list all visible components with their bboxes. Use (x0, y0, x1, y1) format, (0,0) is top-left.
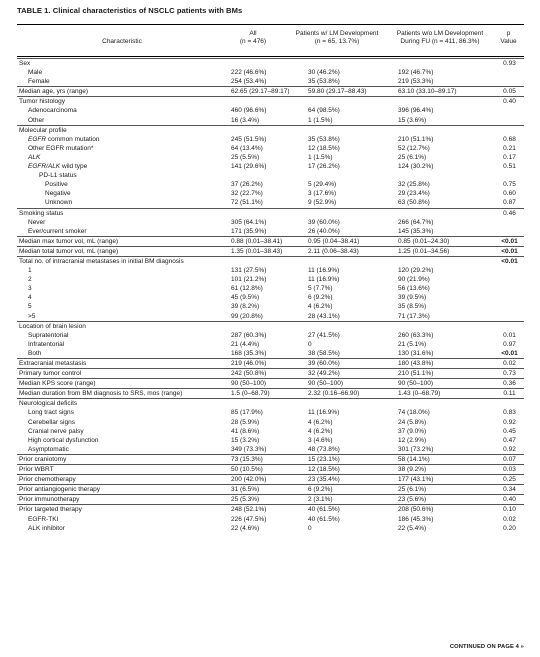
cell-characteristic: Tumor histology (19, 98, 65, 106)
cell-lm: 30 (46.2%) (308, 69, 340, 77)
cell-p-value: 0.20 (503, 524, 516, 532)
cell-lm: 0.95 (0.04–38.41) (308, 237, 360, 245)
cell-lm: 2.32 (0.16–66.90) (308, 390, 360, 398)
cell-characteristic: 2 (28, 276, 32, 284)
table-row (17, 358, 524, 368)
cell-lm: 59.80 (29.17–88.43) (308, 88, 367, 96)
cell-lm: 26 (40.0%) (308, 227, 340, 235)
cell-p-value: 0.97 (503, 340, 516, 348)
cell-characteristic: Other EGFR mutation* (28, 144, 94, 152)
cell-all: 41 (8.6%) (231, 427, 260, 435)
cell-characteristic: Molecular profile (19, 126, 67, 134)
cell-lm: 17 (26.2%) (308, 163, 340, 171)
cell-characteristic: 4 (28, 294, 32, 302)
cell-lm: 40 (61.5%) (308, 506, 340, 514)
cell-all: 62.65 (29.17–89.17) (231, 88, 290, 96)
cell-p-value: 0.92 (503, 418, 516, 426)
cell-lm: 35 (53.8%) (308, 78, 340, 86)
cell-p-value: 0.93 (503, 60, 516, 67)
table-row (17, 302, 524, 311)
cell-characteristic: Median total tumor vol, mL (range) (19, 247, 119, 255)
cell-p-value: 0.73 (503, 370, 516, 378)
cell-characteristic: EGFR/ALK wild type (28, 163, 88, 171)
table-row (17, 86, 524, 96)
cell-characteristic: Adenocarcinoma (28, 107, 77, 115)
cell-all: 72 (51.1%) (231, 199, 263, 207)
cell-no-lm: 145 (35.3%) (398, 227, 434, 235)
cell-all: 39 (8.2%) (231, 303, 260, 311)
cell-all: 254 (53.4%) (231, 78, 267, 86)
cell-characteristic: Long tract signs (28, 409, 74, 417)
table-row (17, 236, 524, 246)
cell-p-value: 0.68 (503, 135, 516, 143)
table-row (17, 321, 524, 331)
cell-no-lm: 25 (6.1%) (398, 486, 427, 494)
cell-lm: 28 (43.1%) (308, 312, 340, 320)
cell-characteristic (28, 153, 40, 162)
cell-lm: 1 (1.5%) (308, 116, 333, 124)
cell-no-lm: 90 (50–100) (398, 380, 434, 388)
cell-lm: 39 (60.0%) (308, 218, 340, 226)
table-row (17, 246, 524, 256)
header-characteristic: Characteristic (102, 38, 142, 45)
table-row (17, 445, 524, 454)
table-row (17, 171, 524, 180)
cell-no-lm: 52 (12.7%) (398, 144, 430, 152)
cell-all: 73 (15.3%) (231, 455, 263, 463)
cell-no-lm: 71 (17.3%) (398, 312, 430, 320)
cell-characteristic: 1 (28, 267, 32, 275)
cell-p-value: 0.25 (503, 476, 516, 484)
cell-lm: 2.11 (0.06–38.43) (308, 247, 359, 255)
cell-lm: 15 (23.1%) (308, 455, 340, 463)
cell-p-value: 0.51 (503, 163, 516, 171)
cell-all: 141 (29.6%) (231, 163, 267, 171)
cell-characteristic: Median max tumor vol, mL (range) (19, 237, 119, 245)
cell-all: 85 (17.9%) (231, 409, 263, 417)
cell-no-lm: 208 (50.6%) (398, 506, 434, 514)
continued-note: CONTINUED ON PAGE 4 » (449, 644, 524, 650)
table-top-rule (17, 24, 524, 25)
cell-all: 171 (35.9%) (231, 227, 267, 235)
cell-no-lm: 210 (51.1%) (398, 370, 434, 378)
cell-characteristic: Both (28, 349, 42, 357)
cell-lm: 6 (9.2%) (308, 294, 333, 302)
table-row (17, 427, 524, 436)
cell-lm: 11 (16.9%) (308, 276, 340, 284)
cell-all: 349 (73.3%) (231, 445, 267, 453)
cell-characteristic: Median KPS score (range) (19, 380, 96, 388)
cell-p-value: 0.83 (503, 409, 516, 417)
cell-no-lm: 74 (18.0%) (398, 409, 430, 417)
cell-all: 15 (3.2%) (231, 436, 260, 444)
cell-p-value: 0.45 (503, 427, 516, 435)
cell-lm: 64 (98.5%) (308, 107, 340, 115)
cell-all: 219 (46.0%) (231, 360, 267, 367)
cell-no-lm: 15 (3.6%) (398, 116, 427, 124)
table-row (17, 524, 524, 533)
cell-all: 21 (4.4%) (231, 340, 260, 348)
cell-p-value: <0.01 (501, 349, 518, 357)
table-row (17, 464, 524, 474)
cell-characteristic: Cranial nerve palsy (28, 427, 84, 435)
cell-no-lm: 396 (96.4%) (398, 107, 434, 115)
cell-characteristic: Median duration from BM diagnosis to SRS, mos (range) (19, 390, 183, 398)
table-row (17, 153, 524, 162)
cell-all: 168 (35.3%) (231, 349, 267, 357)
cell-characteristic: Cerebellar signs (28, 418, 75, 426)
cell-characteristic: Prior chemotherapy (19, 476, 76, 484)
cell-no-lm: 32 (25.8%) (398, 181, 430, 189)
cell-no-lm: 130 (31.6%) (398, 349, 434, 357)
cell-p-value: 0.87 (503, 199, 516, 207)
cell-p-value: 0.07 (503, 455, 516, 463)
cell-p-value: 0.40 (503, 496, 516, 504)
table-row (17, 180, 524, 189)
cell-no-lm: 56 (13.6%) (398, 285, 430, 293)
cell-all: 305 (64.1%) (231, 218, 267, 226)
table-row (17, 368, 524, 378)
cell-p-value: 0.10 (503, 506, 516, 514)
cell-p-value: <0.01 (501, 257, 518, 265)
cell-no-lm: 38 (9.2%) (398, 466, 427, 474)
cell-no-lm: 90 (21.9%) (398, 276, 430, 284)
cell-characteristic: Median age, yrs (range) (19, 88, 89, 96)
table-row (17, 189, 524, 198)
cell-characteristic: Unknown (45, 199, 73, 207)
cell-lm: 23 (35.4%) (308, 476, 340, 484)
cell-lm: 0 (308, 340, 312, 348)
cell-p-value: 0.60 (503, 190, 516, 198)
cell-all: 16 (3.4%) (231, 116, 260, 124)
cell-no-lm: 180 (43.8%) (398, 360, 434, 367)
cell-p-value: 0.01 (503, 331, 516, 339)
cell-characteristic: Never (28, 218, 46, 226)
table-row (17, 388, 524, 398)
cell-no-lm: 12 (2.9%) (398, 436, 427, 444)
table-row (17, 515, 524, 524)
cell-characteristic: Positive (45, 181, 68, 189)
cell-p-value: 0.36 (503, 380, 516, 388)
header-p-value: p Value (500, 30, 517, 45)
table-row (17, 436, 524, 445)
cell-characteristic: Other (28, 116, 45, 124)
cell-p-value: <0.01 (501, 247, 518, 255)
cell-lm: 38 (58.5%) (308, 349, 340, 357)
cell-no-lm: 25 (6.1%) (398, 153, 427, 161)
cell-characteristic: Male (28, 69, 43, 77)
table-row (17, 116, 524, 125)
cell-lm: 48 (73.8%) (308, 445, 340, 453)
cell-all: 0.88 (0.01–38.41) (231, 237, 283, 245)
cell-lm: 4 (6.2%) (308, 418, 333, 426)
table-row (17, 208, 524, 218)
table-row (17, 125, 524, 135)
table-row (17, 504, 524, 514)
cell-p-value: 0.02 (503, 360, 516, 367)
table-row (17, 275, 524, 284)
cell-characteristic: Female (28, 78, 50, 86)
cell-p-value: 0.17 (503, 153, 516, 161)
table-row (17, 68, 524, 77)
cell-lm: 5 (7.7%) (308, 285, 333, 293)
cell-characteristic: Prior WBRT (19, 466, 54, 474)
cell-characteristic: ALK inhibitor (28, 524, 65, 532)
table-row (17, 349, 524, 358)
cell-all: 37 (26.2%) (231, 181, 263, 189)
cell-characteristic: Total no. of intracranial metastases in initial BM diagnosis (19, 257, 184, 265)
cell-no-lm: 0.85 (0.01–24.30) (398, 237, 450, 245)
table-row (17, 58, 524, 68)
table-row (17, 144, 524, 153)
cell-no-lm: 1.25 (0.01–34.56) (398, 247, 450, 255)
cell-lm: 6 (9.2%) (308, 486, 333, 494)
cell-lm: 40 (61.5%) (308, 515, 340, 523)
cell-no-lm: 1.43 (0–68.79) (398, 390, 441, 398)
table-row (17, 96, 524, 106)
table-row (17, 293, 524, 302)
cell-characteristic: Ever/current smoker (28, 227, 87, 235)
cell-all: 90 (50–100) (231, 380, 267, 388)
cell-no-lm: 260 (63.3%) (398, 331, 434, 339)
cell-lm: 5 (29.4%) (308, 181, 337, 189)
cell-all: 32 (22.7%) (231, 190, 263, 198)
table-header (17, 30, 524, 54)
table-row (17, 398, 524, 408)
table-row (17, 494, 524, 504)
table-row (17, 408, 524, 417)
cell-lm: 2 (3.1%) (308, 496, 333, 504)
cell-all: 200 (42.0%) (231, 476, 267, 484)
cell-characteristic: Supratentorial (28, 331, 69, 339)
cell-characteristic: Prior antiangiogenic therapy (19, 486, 100, 494)
cell-no-lm: 219 (53.3%) (398, 78, 434, 86)
cell-characteristic: EGFR common mutation (28, 135, 100, 143)
cell-no-lm: 186 (45.3%) (398, 515, 434, 523)
cell-characteristic: Location of brain lesion (19, 322, 86, 330)
table-row (17, 312, 524, 321)
cell-no-lm: 210 (51.1%) (398, 135, 434, 143)
cell-p-value: 0.46 (503, 209, 516, 217)
cell-p-value: 0.05 (503, 88, 516, 96)
table-row (17, 218, 524, 227)
table-body (17, 58, 524, 533)
cell-all: 1.35 (0.01–38.43) (231, 247, 283, 255)
cell-characteristic: 3 (28, 285, 32, 293)
cell-characteristic: Neurological deficits (19, 400, 78, 408)
cell-lm: 35 (53.8%) (308, 135, 340, 143)
table-row (17, 340, 524, 349)
cell-no-lm: 23 (5.6%) (398, 496, 427, 504)
cell-lm: 4 (6.2%) (308, 303, 333, 311)
cell-no-lm: 39 (9.5%) (398, 294, 427, 302)
cell-all: 25 (5.3%) (231, 496, 260, 504)
cell-all: 64 (13.4%) (231, 144, 263, 152)
cell-all: 222 (46.6%) (231, 69, 267, 77)
cell-lm: 90 (50–100) (308, 380, 344, 388)
cell-characteristic: PD-L1 status (39, 172, 77, 180)
cell-all: 22 (4.6%) (231, 524, 260, 532)
cell-lm: 27 (41.5%) (308, 331, 340, 339)
gene-name: ALK (28, 153, 41, 161)
gene-name: EGFR/ALK (28, 163, 61, 171)
cell-characteristic: Prior targeted therapy (19, 506, 82, 514)
table-row (17, 256, 524, 266)
cell-characteristic: Extracranial metastasis (19, 360, 87, 367)
gene-name: EGFR (28, 135, 47, 143)
cell-no-lm: 37 (9.0%) (398, 427, 427, 435)
cell-no-lm: 63 (50.8%) (398, 199, 430, 207)
cell-characteristic: Smoking status (19, 209, 64, 217)
cell-lm: 12 (18.5%) (308, 466, 340, 474)
cell-no-lm: 63.10 (33.10–89.17) (398, 88, 457, 96)
cell-no-lm: 301 (73.2%) (398, 445, 434, 453)
cell-characteristic: Negative (45, 190, 71, 198)
cell-all: 50 (10.5%) (231, 466, 263, 474)
cell-no-lm: 35 (8.5%) (398, 303, 427, 311)
table-title: TABLE 1. Clinical characteristics of NSCLC patients with BMs (17, 6, 243, 15)
cell-characteristic: Asymptomatic (28, 445, 69, 453)
cell-no-lm: 58 (14.1%) (398, 455, 430, 463)
header-no-lm: Patients w/o LM Development During FU (n = 411, 86.3%) (396, 30, 484, 45)
cell-lm: 9 (52.9%) (308, 199, 337, 207)
cell-no-lm: 266 (64.7%) (398, 218, 434, 226)
table-row (17, 77, 524, 86)
header-all: All (n = 476) (239, 30, 267, 45)
cell-p-value: 0.34 (503, 486, 516, 494)
cell-all: 99 (20.8%) (231, 312, 263, 320)
cell-lm: 11 (16.9%) (308, 409, 340, 417)
cell-lm: 1 (1.5%) (308, 153, 333, 161)
table-row (17, 266, 524, 275)
table-row (17, 418, 524, 427)
cell-p-value: 0.03 (503, 466, 516, 474)
cell-all: 226 (47.5%) (231, 515, 267, 523)
cell-no-lm: 192 (46.7%) (398, 69, 434, 77)
cell-no-lm: 124 (30.2%) (398, 163, 434, 171)
cell-no-lm: 22 (5.4%) (398, 524, 427, 532)
cell-p-value: 0.47 (503, 436, 516, 444)
cell-p-value: 0.11 (503, 390, 516, 398)
cell-lm: 39 (60.0%) (308, 360, 340, 367)
cell-characteristic: Prior craniotomy (19, 455, 67, 463)
table-header-rule (17, 56, 524, 57)
cell-all: 287 (60.3%) (231, 331, 267, 339)
cell-all: 45 (9.5%) (231, 294, 260, 302)
cell-p-value: 0.40 (503, 98, 516, 106)
cell-characteristic: Infratentorial (28, 340, 65, 348)
cell-characteristic: Primary tumor control (19, 370, 82, 378)
cell-p-value: 0.02 (503, 515, 516, 523)
table-row (17, 135, 524, 144)
cell-all: 245 (51.5%) (231, 135, 267, 143)
cell-all: 242 (50.8%) (231, 370, 267, 378)
cell-characteristic: Prior immunotherapy (19, 496, 80, 504)
table-row (17, 474, 524, 484)
header-lm: Patients w/ LM Development (n = 65, 13.7%) (295, 30, 379, 45)
cell-all: 101 (21.2%) (231, 276, 267, 284)
cell-all: 1.5 (0–68.79) (231, 390, 270, 398)
cell-lm: 32 (49.2%) (308, 370, 340, 378)
cell-lm: 3 (4.6%) (308, 436, 333, 444)
cell-characteristic: >5 (28, 312, 36, 320)
cell-lm: 11 (16.9%) (308, 267, 340, 275)
table-row (17, 227, 524, 236)
cell-lm: 4 (6.2%) (308, 427, 333, 435)
cell-all: 25 (5.5%) (231, 153, 260, 161)
cell-all: 460 (96.6%) (231, 107, 267, 115)
cell-all: 31 (6.5%) (231, 486, 260, 494)
cell-characteristic: EGFR-TKI (28, 515, 59, 523)
cell-all: 61 (12.8%) (231, 285, 263, 293)
cell-characteristic: High cortical dysfunction (28, 436, 99, 444)
cell-no-lm: 177 (43.1%) (398, 476, 434, 484)
cell-lm: 12 (18.5%) (308, 144, 340, 152)
cell-no-lm: 120 (29.2%) (398, 267, 434, 275)
table-row (17, 198, 524, 207)
cell-all: 28 (5.9%) (231, 418, 260, 426)
table-row (17, 378, 524, 388)
table-row (17, 284, 524, 293)
table-row (17, 331, 524, 340)
cell-p-value: 0.75 (503, 181, 516, 189)
cell-no-lm: 29 (23.4%) (398, 190, 430, 198)
cell-lm: 3 (17.6%) (308, 190, 337, 198)
cell-p-value: <0.01 (501, 237, 518, 245)
cell-p-value: 0.21 (503, 144, 516, 152)
cell-all: 131 (27.5%) (231, 267, 267, 275)
table-row (17, 454, 524, 464)
cell-no-lm: 24 (5.8%) (398, 418, 427, 426)
cell-all: 248 (52.1%) (231, 506, 267, 514)
table-row (17, 106, 524, 115)
cell-no-lm: 21 (5.1%) (398, 340, 427, 348)
cell-lm: 0 (308, 524, 312, 532)
cell-characteristic: 5 (28, 303, 32, 311)
cell-p-value: 0.92 (503, 445, 516, 453)
cell-characteristic: Sex (19, 60, 31, 67)
table-row (17, 484, 524, 494)
table-row (17, 162, 524, 171)
